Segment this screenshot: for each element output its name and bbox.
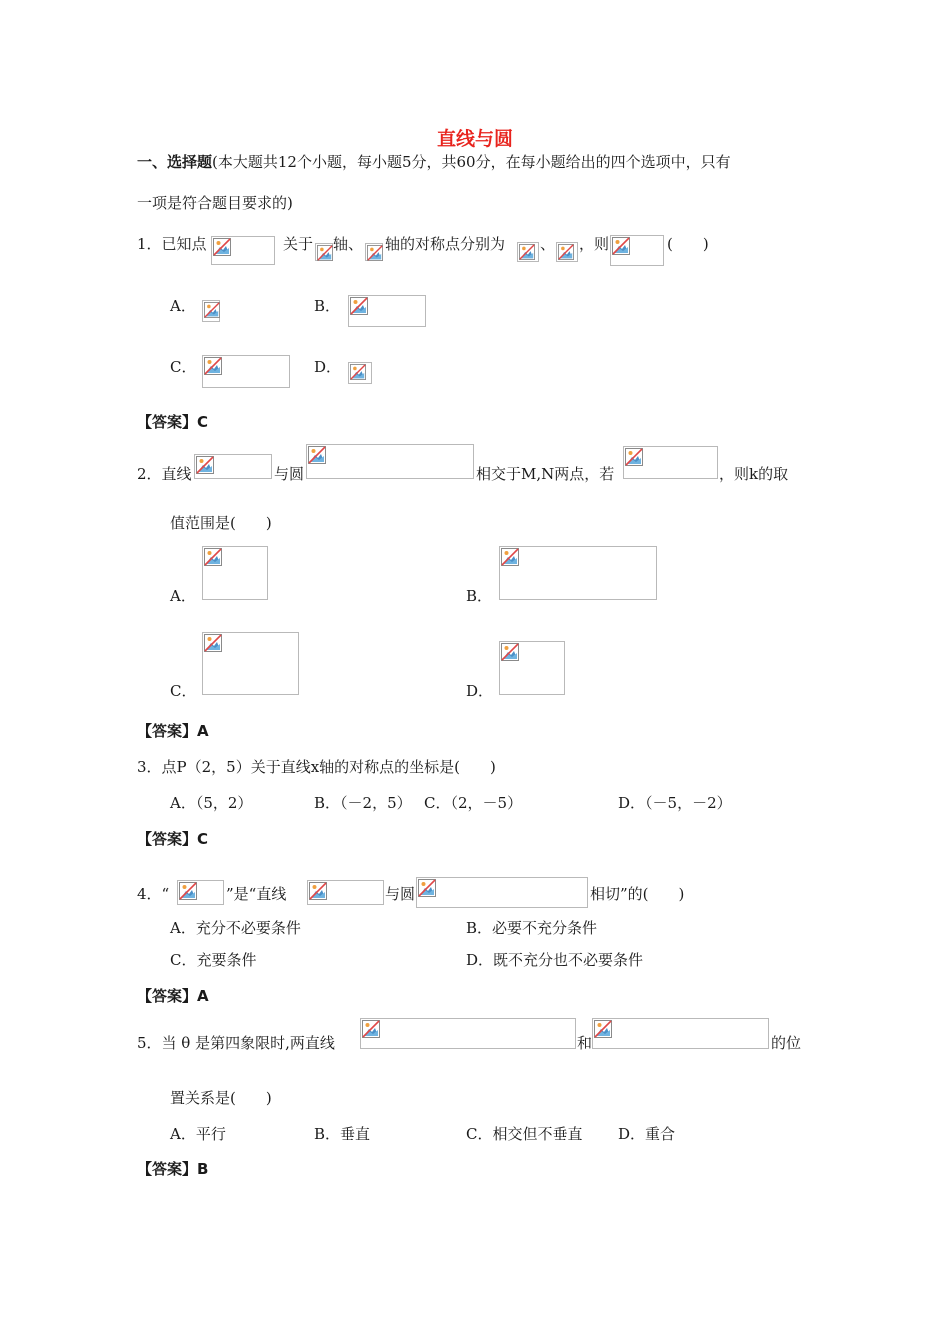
q2-text-1: 与圆 (274, 465, 305, 483)
q4-text-2: 与圆 (385, 885, 416, 903)
broken-image-icon (196, 456, 214, 474)
q5-formula-image-2 (592, 1018, 769, 1049)
section-description-cont: 一项是符合题目要求的) (137, 194, 293, 212)
q2-number: 2．直线 (137, 465, 192, 483)
q2-option-a-image (202, 546, 268, 600)
q1-text-1: 关于 (283, 235, 314, 253)
q1-text-4: 、 (540, 235, 556, 253)
q3-option-c: C．（2，－5） (424, 794, 523, 812)
broken-image-icon (501, 548, 519, 566)
broken-image-icon (204, 357, 222, 375)
q4-formula-image-1 (177, 880, 224, 905)
q4-number: 4．“ (137, 885, 170, 903)
q3-option-a: A．（5，2） (170, 794, 253, 812)
q1-option-c-image (202, 355, 290, 388)
q2-text-3: ，则k的取 (719, 465, 789, 483)
q2-text-2: 相交于M,N两点，若 (476, 465, 615, 483)
q5-text-2: 的位 (771, 1034, 802, 1052)
q1-formula-image-3 (365, 243, 383, 261)
broken-image-icon (204, 302, 220, 318)
q2-option-b-image (499, 546, 657, 600)
q5-stem-line2: 置关系是( ) (170, 1089, 272, 1107)
q1-formula-image-2 (315, 243, 333, 261)
q1-formula-image-6 (610, 235, 664, 266)
q1-option-b-image (348, 295, 426, 327)
q4-text-1: ”是“直线 (226, 885, 287, 903)
q4-formula-image-3 (416, 877, 588, 908)
q4-option-b: B．必要不充分条件 (466, 919, 598, 937)
broken-image-icon (367, 245, 383, 261)
q5-option-a: A．平行 (170, 1125, 226, 1143)
broken-image-icon (350, 364, 366, 380)
q2-formula-image-2 (306, 444, 474, 479)
document-title: 直线与圆 (436, 128, 513, 150)
q1-answer: 【答案】C (137, 413, 209, 431)
q2-formula-image-3 (623, 446, 718, 479)
q2-stem-line2: 值范围是( ) (170, 514, 272, 532)
broken-image-icon (350, 297, 368, 315)
broken-image-icon (625, 448, 643, 466)
broken-image-icon (179, 882, 197, 900)
q1-number: 1．已知点 (137, 235, 207, 253)
broken-image-icon (309, 882, 327, 900)
broken-image-icon (519, 244, 535, 260)
q1-paren: ( ) (667, 235, 709, 253)
broken-image-icon (204, 634, 222, 652)
q2-option-d-label: D． (466, 682, 494, 700)
broken-image-icon (612, 237, 630, 255)
q1-option-a-label: A． (170, 297, 196, 315)
q5-option-b: B．垂直 (314, 1125, 371, 1143)
q2-formula-image-1 (194, 454, 272, 479)
q1-formula-image-4 (517, 242, 539, 262)
q3-option-b: B．（－2，5） (314, 794, 412, 812)
q2-answer: 【答案】A (137, 722, 209, 740)
q3-option-d: D．（－5，－2） (618, 794, 732, 812)
q1-text-3: 轴的对称点分别为 (385, 235, 506, 253)
section-heading: 一、选择题 (137, 153, 213, 171)
q5-answer: 【答案】B (137, 1160, 209, 1178)
q5-number: 5．当 θ 是第四象限时,两直线 (137, 1034, 335, 1052)
broken-image-icon (501, 643, 519, 661)
section-description: (本大题共12个小题，每小题5分，共60分，在每小题给出的四个选项中，只有 (212, 153, 731, 171)
q1-text-5: ，则 (579, 235, 610, 253)
q4-option-c: C．充要条件 (170, 951, 257, 969)
q1-option-d-image (348, 362, 372, 384)
q1-option-c-label: C． (170, 358, 197, 376)
broken-image-icon (213, 238, 231, 256)
broken-image-icon (594, 1020, 612, 1038)
q1-text-2: 轴、 (333, 235, 364, 253)
broken-image-icon (317, 245, 333, 261)
q3-answer: 【答案】C (137, 830, 209, 848)
q5-formula-image-1 (360, 1018, 576, 1049)
broken-image-icon (308, 446, 326, 464)
broken-image-icon (362, 1020, 380, 1038)
q2-option-b-label: B． (466, 587, 493, 605)
q3-stem: 3．点P（2，5）关于直线x轴的对称点的坐标是( ) (137, 758, 496, 776)
q5-option-d: D．重合 (618, 1125, 676, 1143)
broken-image-icon (204, 548, 222, 566)
q4-option-a: A．充分不必要条件 (170, 919, 301, 937)
q2-option-c-label: C． (170, 682, 197, 700)
q1-option-a-image (202, 300, 220, 322)
q2-option-c-image (202, 632, 299, 695)
q1-option-d-label: D． (314, 358, 342, 376)
q5-text-1: 和 (577, 1034, 593, 1052)
q5-option-c: C．相交但不垂直 (466, 1125, 583, 1143)
q2-option-a-label: A． (170, 587, 196, 605)
q1-formula-image-1 (211, 236, 275, 265)
q4-answer: 【答案】A (137, 987, 209, 1005)
section-heading-line (137, 152, 731, 172)
q2-option-d-image (499, 641, 565, 695)
broken-image-icon (558, 244, 574, 260)
q4-option-d: D．既不充分也不必要条件 (466, 951, 644, 969)
broken-image-icon (418, 879, 436, 897)
q4-text-3: 相切”的( ) (590, 885, 685, 903)
q4-formula-image-2 (307, 880, 384, 905)
q1-formula-image-5 (556, 242, 578, 262)
q1-option-b-label: B． (314, 297, 341, 315)
